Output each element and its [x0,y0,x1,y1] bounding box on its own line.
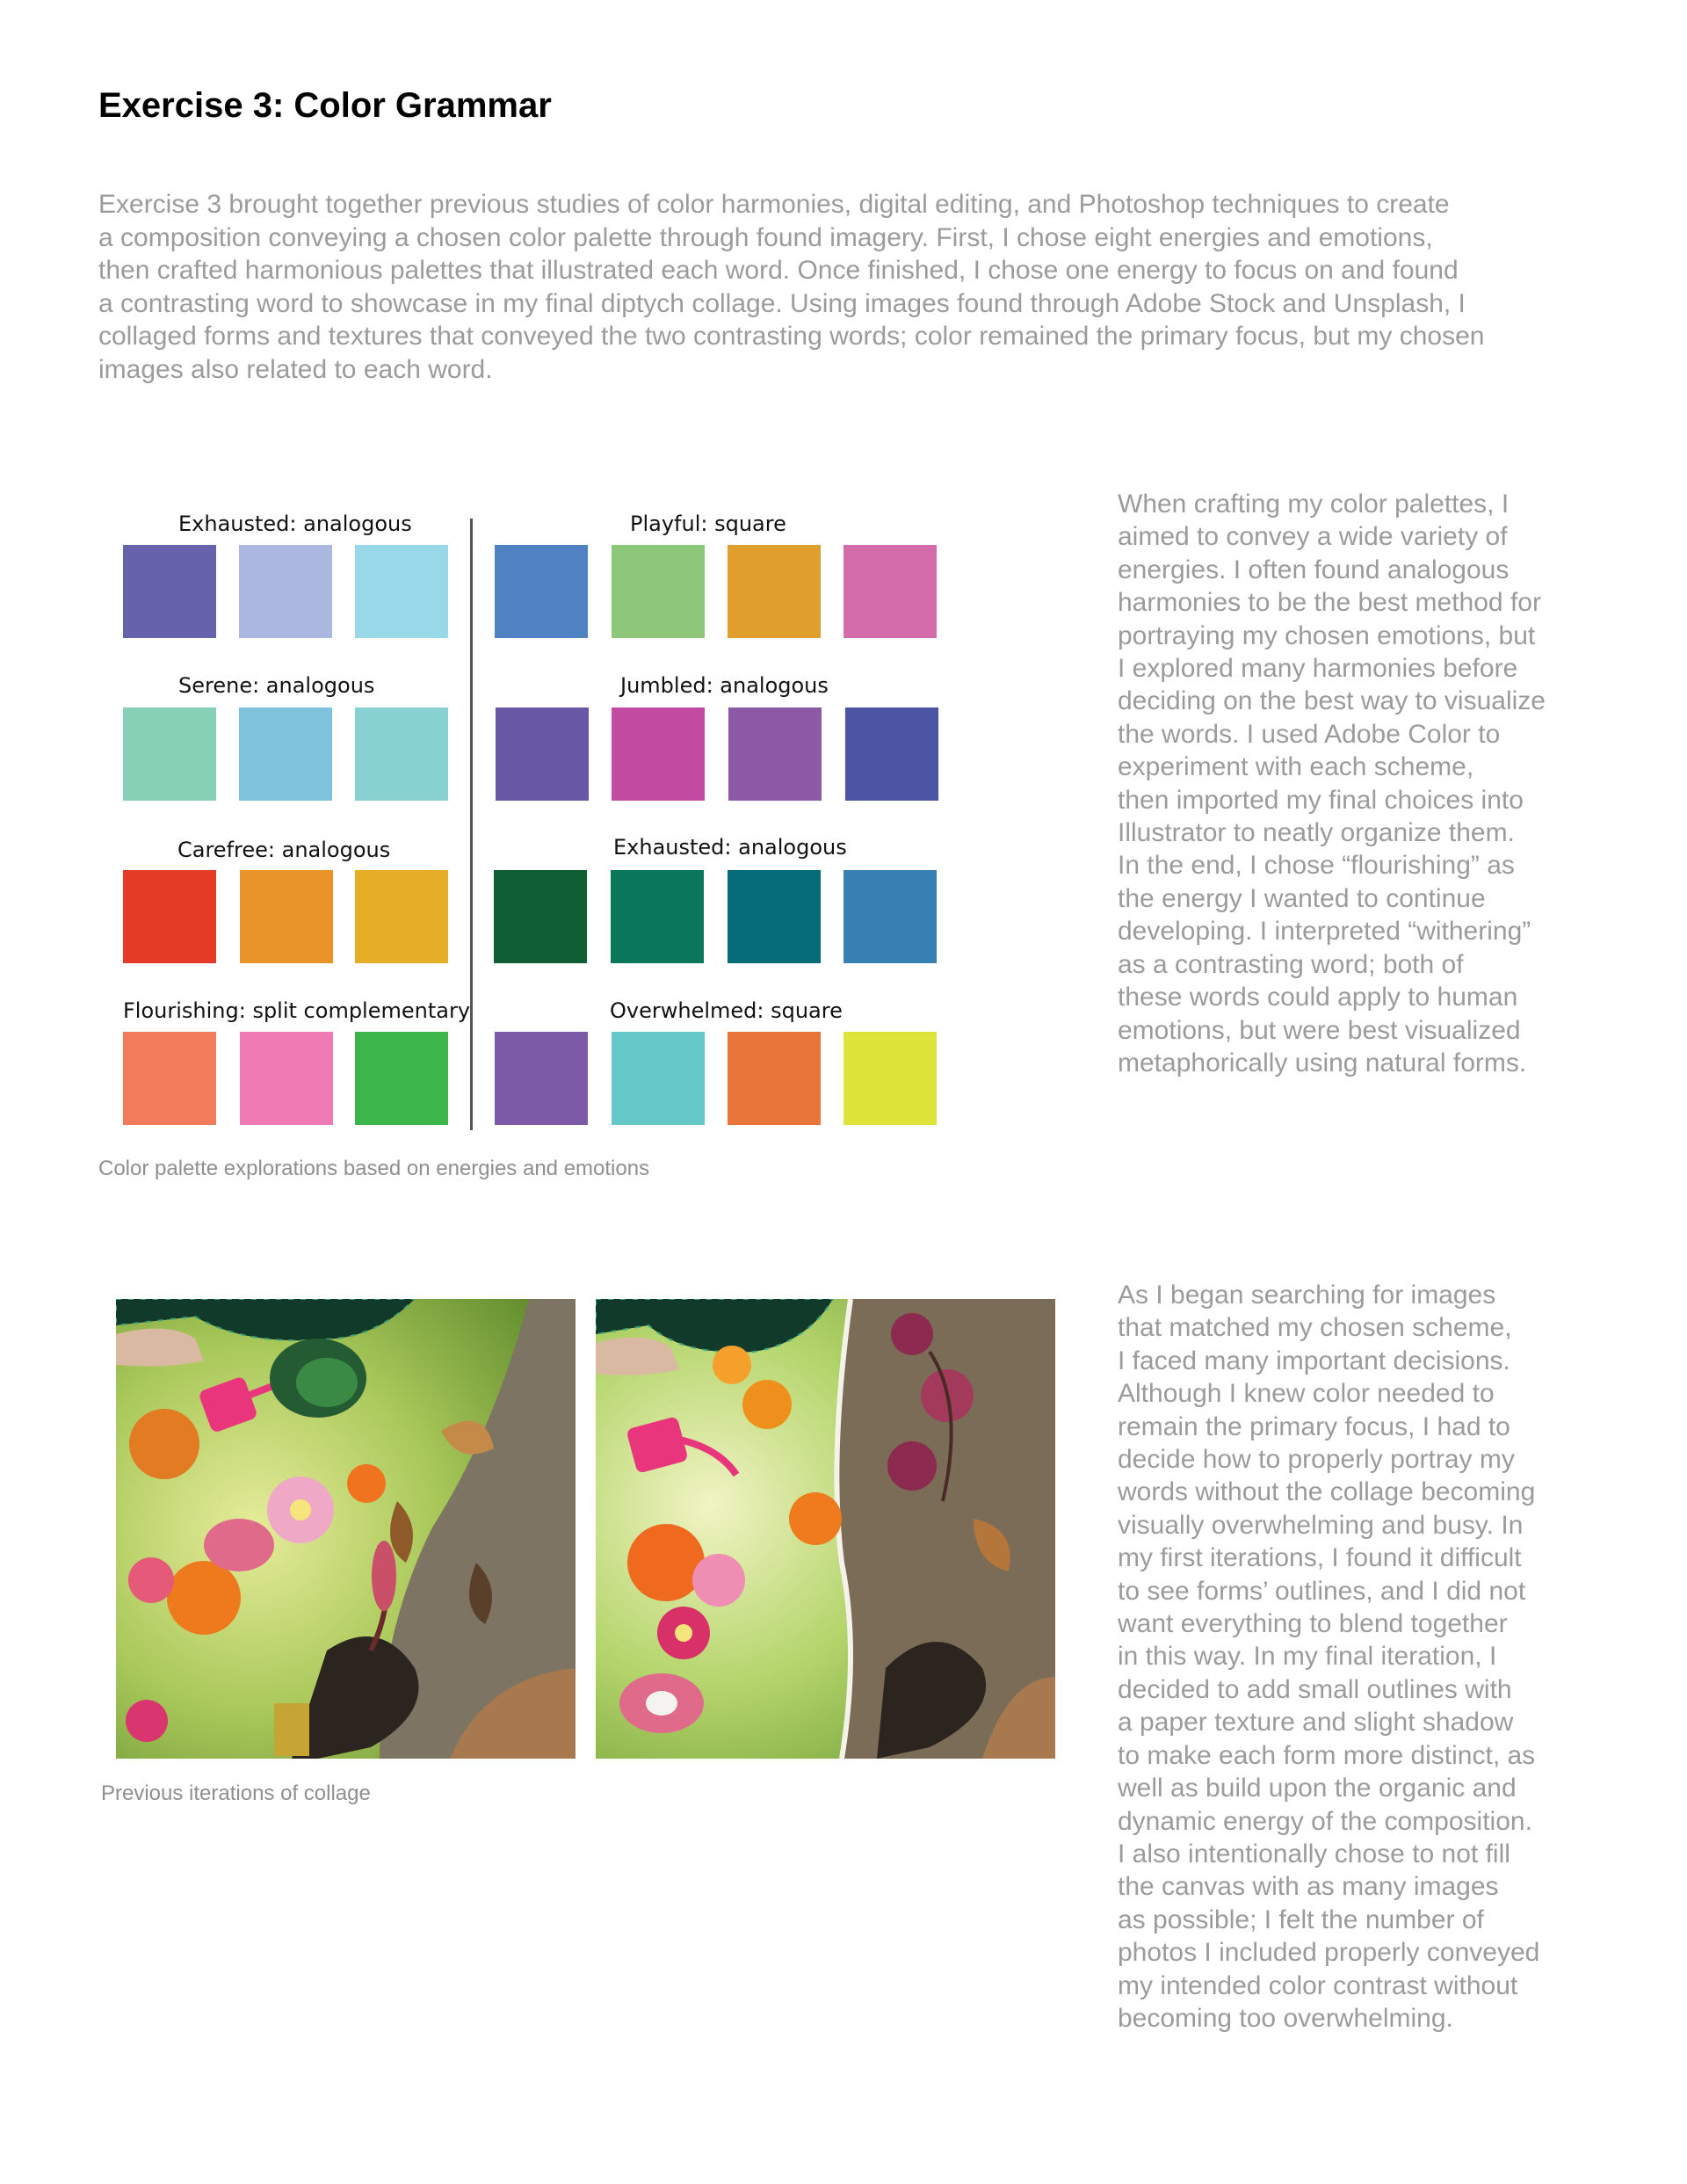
text-line: becoming too overwhelming. [1118,2003,1453,2033]
text-line: that matched my chosen scheme, [1118,1313,1512,1343]
palette-label: Overwhelmed: square [610,998,843,1023]
color-swatch [611,870,704,963]
color-swatch [728,1032,821,1125]
text-line: decide how to properly portray my [1118,1445,1515,1475]
text-line: Although I knew color needed to [1118,1379,1495,1409]
intro-line: a contrasting word to showcase in my final diptych collage. Using images found through Adobe Stock and Unsplash, I [98,288,1466,318]
intro-line: images also related to each word. [98,354,493,384]
text-line: a paper texture and slight shadow [1118,1708,1514,1738]
text-line: deciding on the best way to visualize [1118,686,1546,716]
collage-description [1118,1279,1592,2035]
text-line: aimed to convey a wide variety of [1118,522,1508,552]
color-swatch [494,870,587,963]
text-line: experiment with each scheme, [1118,752,1474,782]
palette-divider [470,519,473,1130]
text-line: as a contrasting word; both of [1118,949,1464,979]
palette-caption: Color palette explorations based on energies and emotions [98,1157,650,1180]
palette-label: Flourishing: split complementary [123,998,471,1023]
color-swatch [845,707,938,801]
color-swatch [240,1032,333,1125]
color-swatch [355,870,448,963]
intro-line: then crafted harmonious palettes that illustrated each word. Once finished, I chose one energy to focus on and found [98,256,1459,285]
text-line: remain the primary focus, I had to [1118,1411,1510,1441]
text-line: my intended color contrast without [1118,1970,1518,2000]
color-swatch [123,545,216,638]
collage-illustration [116,1299,576,1759]
text-line: Illustrator to neatly organize them. [1118,818,1515,848]
color-swatch [123,707,216,801]
text-line: then imported my final choices into [1118,785,1524,815]
text-line: to make each form more distinct, as [1118,1740,1536,1770]
color-swatch [239,707,332,801]
color-swatch [123,1032,216,1125]
text-line: portraying my chosen emotions, but [1118,620,1536,650]
palette-label: Carefree: analogous [177,838,391,862]
color-swatch [355,707,448,801]
page-title: Exercise 3: Color Grammar [98,86,552,125]
color-swatch [612,545,705,638]
intro-line: a composition conveying a chosen color palette through found imagery. First, I chose eight energies and emotions, [98,222,1433,252]
text-line: harmonies to be the best method for [1118,588,1541,618]
palette-label: Jumbled: analogous [620,673,829,698]
intro-paragraph [98,188,1592,386]
collage-image-1 [116,1299,576,1759]
text-line: dynamic energy of the composition. [1118,1806,1532,1836]
text-line: emotions, but were best visualized [1118,1015,1521,1045]
text-line: metaphorically using natural forms. [1118,1048,1527,1077]
palette-label: Playful: square [630,512,786,536]
palette-label: Exhausted: analogous [178,512,412,536]
text-line: words without the collage becoming [1118,1477,1536,1507]
text-line: developing. I interpreted “withering” [1118,917,1531,947]
palette-label: Exhausted: analogous [613,835,847,860]
color-swatch [728,870,821,963]
collage-illustration [596,1299,1055,1759]
text-line: these words could apply to human [1118,983,1518,1012]
color-swatch [612,1032,705,1125]
palette-label: Serene: analogous [178,673,375,698]
palette-description [1118,488,1592,1079]
text-line: in this way. In my final iteration, I [1118,1642,1497,1672]
color-swatch [844,870,937,963]
text-line: the energy I wanted to continue [1118,883,1486,913]
text-line: decided to add small outlines with [1118,1674,1512,1704]
collage-image-2 [596,1299,1055,1759]
color-swatch [495,1032,588,1125]
color-swatch [239,545,332,638]
text-line: photos I included properly conveyed [1118,1938,1540,1968]
color-swatch [844,545,937,638]
collage-caption: Previous iterations of collage [101,1781,371,1805]
color-swatch [728,545,821,638]
color-swatch [728,707,822,801]
text-line: When crafting my color palettes, I [1118,490,1510,519]
text-line: energies. I often found analogous [1118,555,1510,584]
text-line: the canvas with as many images [1118,1872,1499,1902]
text-line: As I began searching for images [1118,1281,1496,1310]
text-line: the words. I used Adobe Color to [1118,719,1501,749]
text-line: my first iterations, I found it difficult [1118,1543,1522,1573]
text-line: I also intentionally chose to not fill [1118,1839,1510,1868]
text-line: I faced many important decisions. [1118,1346,1510,1375]
text-line: want everything to blend together [1118,1609,1508,1639]
color-swatch [355,545,448,638]
text-line: to see forms’ outlines, and I did not [1118,1576,1526,1606]
color-swatch [844,1032,937,1125]
color-swatch [496,707,589,801]
intro-line: Exercise 3 brought together previous studies of color harmonies, digital editing, and Photoshop techniques to create [98,190,1450,219]
color-swatch [612,707,705,801]
text-line: visually overwhelming and busy. In [1118,1510,1524,1540]
color-swatch [495,545,588,638]
text-line: as possible; I felt the number of [1118,1905,1484,1934]
color-swatch [240,870,333,963]
color-swatch [123,870,216,963]
text-line: well as build upon the organic and [1118,1774,1517,1803]
text-line: In the end, I chose “flourishing” as [1118,851,1515,881]
intro-line: collaged forms and textures that conveyed the two contrasting words; color remained the primary focus, but my chosen [98,322,1485,351]
text-line: I explored many harmonies before [1118,654,1518,684]
color-swatch [355,1032,448,1125]
